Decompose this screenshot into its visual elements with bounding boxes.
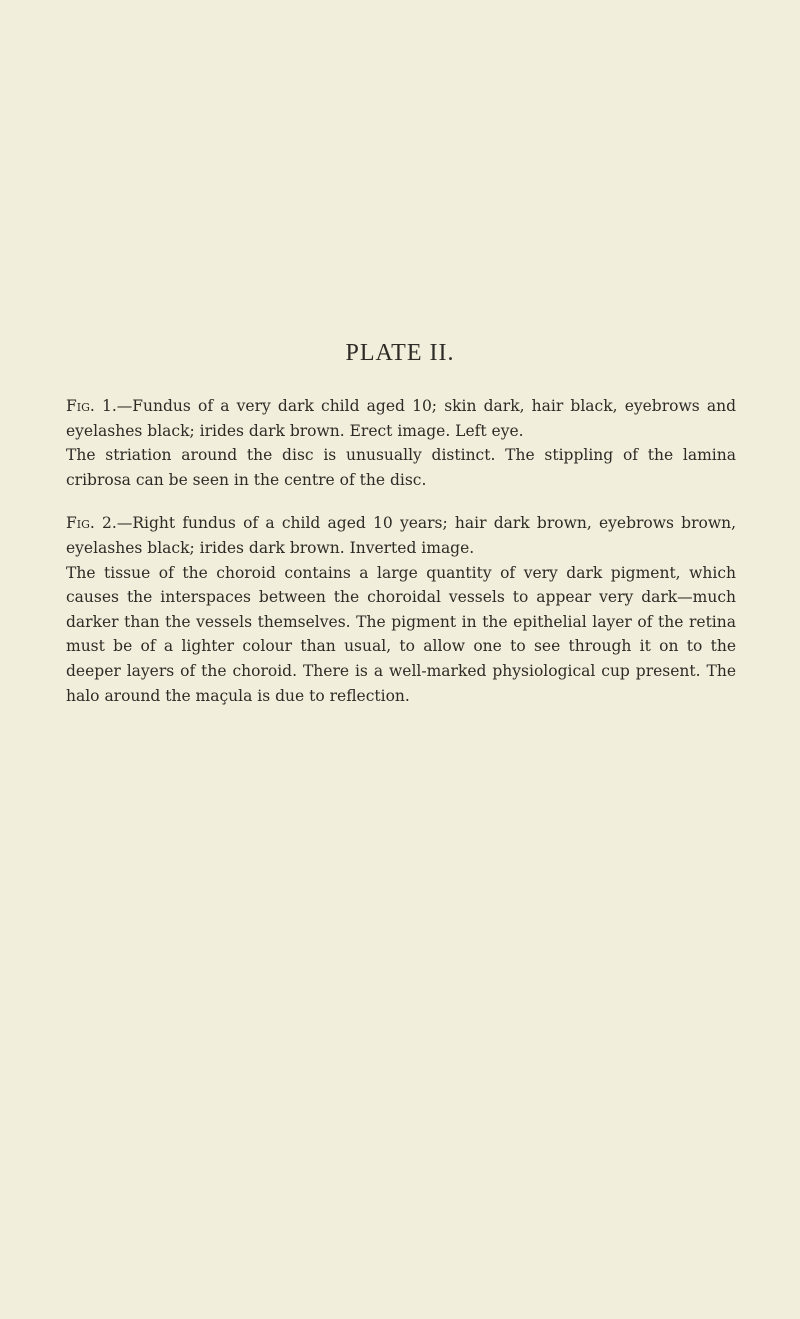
plate-title: PLATE II. <box>345 340 455 366</box>
figure-2-caption-text: Right fundus of a child aged 10 years; hair dark brown, eyebrows brown, eyelashes black; irides dark brown. Inverted image. <box>66 514 737 557</box>
figure-2-caption <box>66 511 736 560</box>
figure-2-number: 2.— <box>94 514 133 533</box>
plate-legend <box>66 394 736 708</box>
figure-1-caption <box>66 394 736 443</box>
figure-1-number: 1.— <box>94 397 133 415</box>
figure-2-description: The tissue of the choroid contains a large quantity of very dark pigment, which causes the interspaces between the choroidal vessels to appear very dark—much darker than the vessels themselves. The pigment in the epithelial layer of the retina must be of a lighter colour than usual, to allow one to see through it on to the deeper layers of the choroid. There is a well-marked physiological cup present. The halo around the maçula is due to reflection. <box>66 563 736 705</box>
figure-1-label: Fig. <box>66 397 95 415</box>
figure-1-description: The striation around the disc is unusually distinct. The stippling of the lamina cribrosa can be seen in the centre of the disc. <box>66 446 736 489</box>
figure-1-caption-text: Fundus of a very dark child aged 10; skin dark, hair black, eyebrows and eyelashes black; irides dark brown. Erect image. Left eye. <box>66 397 736 440</box>
figure-2-label: Fig. <box>66 514 95 533</box>
